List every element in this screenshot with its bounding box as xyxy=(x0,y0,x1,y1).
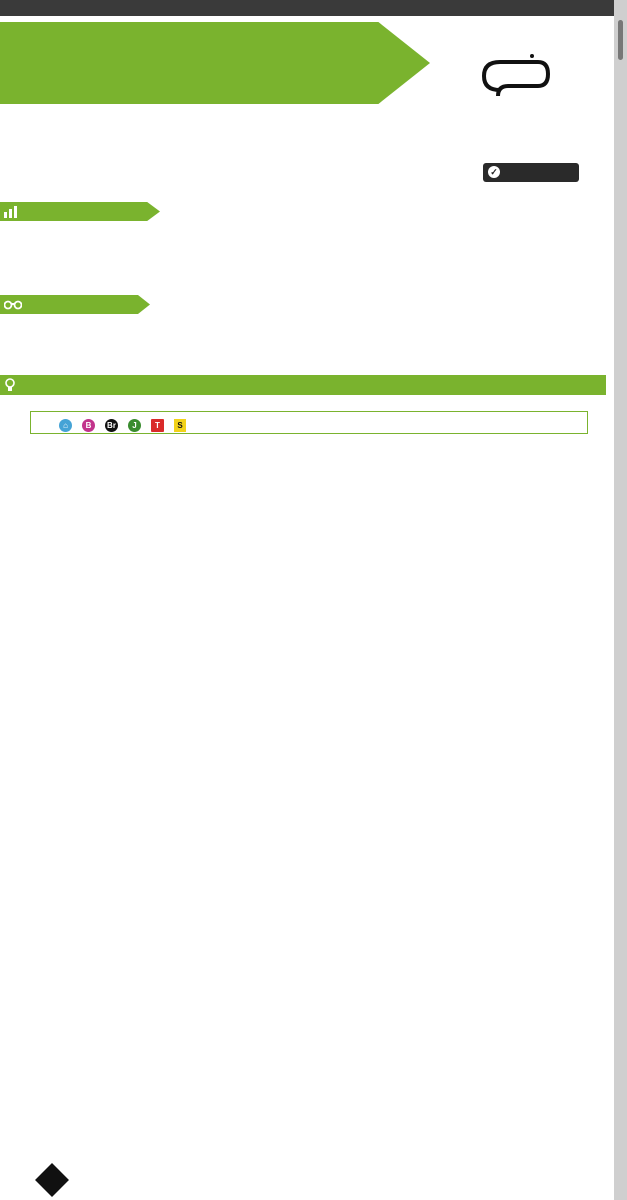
owner-icon: ⌂ xyxy=(59,419,72,432)
prediction-bar xyxy=(0,375,606,395)
breeding-icon: B xyxy=(82,419,95,432)
top-band xyxy=(0,0,627,16)
race-summary-bar xyxy=(0,295,150,314)
bar-chart-icon xyxy=(4,205,20,221)
lightbulb-icon xyxy=(4,378,16,395)
gbb-badge xyxy=(35,1163,69,1197)
key-legend xyxy=(30,411,588,434)
sponsor-icon: S xyxy=(174,419,186,432)
race-stats-bar xyxy=(0,202,160,221)
tote-guarantee-badge xyxy=(483,163,579,182)
trainer-icon: T xyxy=(151,419,164,432)
key-sponsor xyxy=(174,419,186,432)
check-icon: ✓ xyxy=(488,166,500,178)
key-breeding xyxy=(82,419,95,432)
jockey-icon: J xyxy=(128,419,141,432)
binoculars-icon xyxy=(4,298,22,313)
key-jockey xyxy=(128,419,141,432)
key-trainer xyxy=(151,419,164,432)
breeder-icon: Br xyxy=(105,419,118,432)
key-owner xyxy=(59,419,72,432)
course-map-icon xyxy=(478,52,550,102)
scrollbar[interactable] xyxy=(614,0,627,1200)
key-breeder xyxy=(105,419,118,432)
race-banner xyxy=(0,22,430,104)
